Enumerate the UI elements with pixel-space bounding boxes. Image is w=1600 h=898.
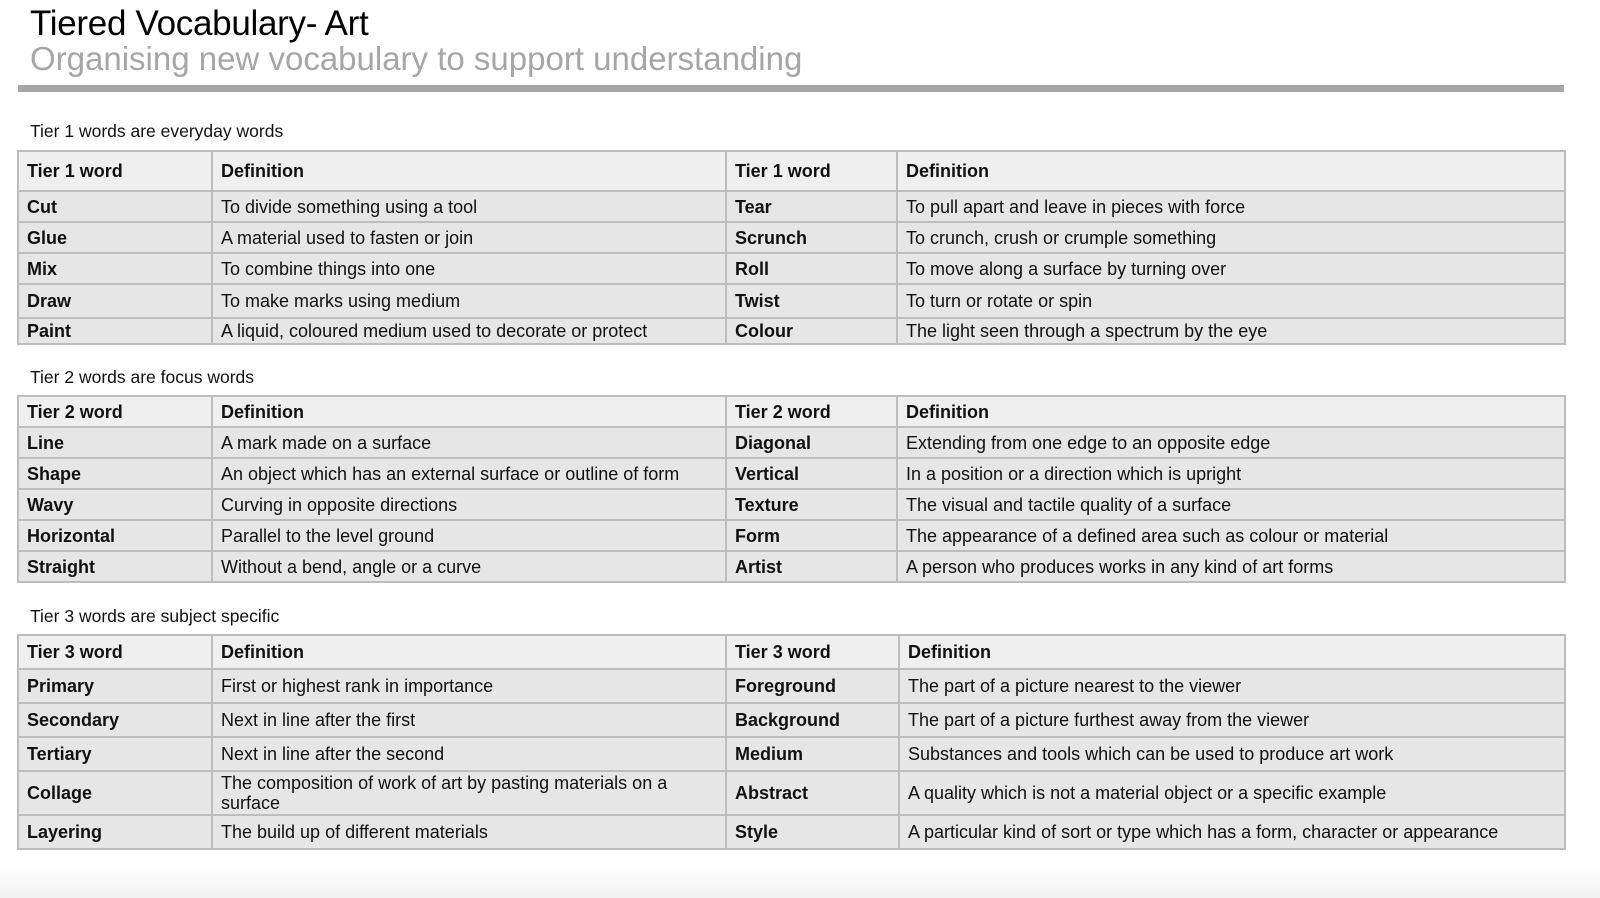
vocab-word: Horizontal xyxy=(18,520,212,551)
vocab-word: Roll xyxy=(726,253,897,284)
vocab-word: Line xyxy=(18,427,212,458)
vocab-definition: A liquid, coloured medium used to decorate or protect xyxy=(212,318,726,344)
page-bottom-edge xyxy=(0,866,1600,898)
vocab-definition: Without a bend, angle or a curve xyxy=(212,551,726,582)
vocab-definition: The build up of different materials xyxy=(212,815,726,849)
vocab-definition: The part of a picture nearest to the viewer xyxy=(899,669,1565,703)
table-row xyxy=(18,703,1565,737)
column-header: Definition xyxy=(899,635,1565,669)
table-row xyxy=(18,669,1565,703)
vocab-word: Diagonal xyxy=(726,427,897,458)
column-header: Tier 3 word xyxy=(726,635,899,669)
table-row xyxy=(18,253,1565,284)
column-header: Tier 2 word xyxy=(726,396,897,427)
vocab-word: Secondary xyxy=(18,703,212,737)
table-header-row xyxy=(18,396,1565,427)
page-subtitle: Organising new vocabulary to support understanding xyxy=(30,40,803,77)
vocab-word: Medium xyxy=(726,737,899,771)
vocab-definition: Next in line after the second xyxy=(212,737,726,771)
title-divider xyxy=(18,85,1564,92)
vocab-definition: Parallel to the level ground xyxy=(212,520,726,551)
vocab-word: Form xyxy=(726,520,897,551)
vocab-definition: First or highest rank in importance xyxy=(212,669,726,703)
vocab-definition: Curving in opposite directions xyxy=(212,489,726,520)
tier3-heading: Tier 3 words are subject specific xyxy=(30,606,280,626)
vocab-definition: A quality which is not a material object or a specific example xyxy=(899,771,1565,815)
vocab-word: Texture xyxy=(726,489,897,520)
vocab-word: Paint xyxy=(18,318,212,344)
table-row xyxy=(18,489,1565,520)
column-header: Definition xyxy=(212,396,726,427)
vocab-word: Cut xyxy=(18,191,212,222)
vocab-word: Straight xyxy=(18,551,212,582)
vocab-definition: The appearance of a defined area such as colour or material xyxy=(897,520,1565,551)
column-header: Definition xyxy=(212,635,726,669)
vocab-definition: The visual and tactile quality of a surface xyxy=(897,489,1565,520)
column-header: Tier 3 word xyxy=(18,635,212,669)
vocab-definition: To move along a surface by turning over xyxy=(897,253,1565,284)
tier2-heading: Tier 2 words are focus words xyxy=(30,367,255,387)
vocab-definition: To combine things into one xyxy=(212,253,726,284)
vocab-definition: To pull apart and leave in pieces with force xyxy=(897,191,1565,222)
table-row xyxy=(18,191,1565,222)
column-header: Tier 1 word xyxy=(18,151,212,191)
vocab-definition: To crunch, crush or crumple something xyxy=(897,222,1565,253)
table-row xyxy=(18,737,1565,771)
vocab-word: Background xyxy=(726,703,899,737)
vocab-word: Tertiary xyxy=(18,737,212,771)
vocab-definition: To make marks using medium xyxy=(212,284,726,318)
table-header-row xyxy=(18,151,1565,191)
vocab-definition: The composition of work of art by pasting materials on a surface xyxy=(212,771,726,815)
vocab-definition: In a position or a direction which is upright xyxy=(897,458,1565,489)
vocab-definition: An object which has an external surface or outline of form xyxy=(212,458,726,489)
tier1-heading: Tier 1 words are everyday words xyxy=(30,121,284,141)
tier2-table xyxy=(17,395,1566,583)
table-row xyxy=(18,427,1565,458)
vocab-word: Mix xyxy=(18,253,212,284)
vocab-word: Abstract xyxy=(726,771,899,815)
table-row xyxy=(18,318,1565,344)
vocab-word: Primary xyxy=(18,669,212,703)
vocab-word: Scrunch xyxy=(726,222,897,253)
table-header-row xyxy=(18,635,1565,669)
vocab-definition: A mark made on a surface xyxy=(212,427,726,458)
tier1-table xyxy=(17,150,1566,345)
table-row xyxy=(18,458,1565,489)
vocab-definition: A material used to fasten or join xyxy=(212,222,726,253)
vocab-definition: A person who produces works in any kind of art forms xyxy=(897,551,1565,582)
vocab-definition: To turn or rotate or spin xyxy=(897,284,1565,318)
vocab-word: Tear xyxy=(726,191,897,222)
vocab-word: Foreground xyxy=(726,669,899,703)
table-row xyxy=(18,815,1565,849)
table-row xyxy=(18,520,1565,551)
vocab-definition: Extending from one edge to an opposite edge xyxy=(897,427,1565,458)
vocab-word: Style xyxy=(726,815,899,849)
column-header: Definition xyxy=(897,396,1565,427)
column-header: Definition xyxy=(212,151,726,191)
column-header: Definition xyxy=(897,151,1565,191)
vocab-definition: To divide something using a tool xyxy=(212,191,726,222)
vocab-word: Draw xyxy=(18,284,212,318)
table-row xyxy=(18,284,1565,318)
vocab-word: Layering xyxy=(18,815,212,849)
vocab-word: Colour xyxy=(726,318,897,344)
column-header: Tier 1 word xyxy=(726,151,897,191)
vocab-definition: The light seen through a spectrum by the eye xyxy=(897,318,1565,344)
vocab-word: Wavy xyxy=(18,489,212,520)
table-row xyxy=(18,771,1565,815)
table-row xyxy=(18,222,1565,253)
vocab-word: Vertical xyxy=(726,458,897,489)
column-header: Tier 2 word xyxy=(18,396,212,427)
vocab-word: Shape xyxy=(18,458,212,489)
vocab-definition: Next in line after the first xyxy=(212,703,726,737)
page-title: Tiered Vocabulary- Art xyxy=(30,4,369,43)
vocab-word: Twist xyxy=(726,284,897,318)
vocab-word: Glue xyxy=(18,222,212,253)
vocab-definition: A particular kind of sort or type which has a form, character or appearance xyxy=(899,815,1565,849)
table-row xyxy=(18,551,1565,582)
vocab-word: Collage xyxy=(18,771,212,815)
vocab-word: Artist xyxy=(726,551,897,582)
vocab-definition: Substances and tools which can be used to produce art work xyxy=(899,737,1565,771)
vocab-definition: The part of a picture furthest away from the viewer xyxy=(899,703,1565,737)
tier3-table xyxy=(17,634,1566,850)
